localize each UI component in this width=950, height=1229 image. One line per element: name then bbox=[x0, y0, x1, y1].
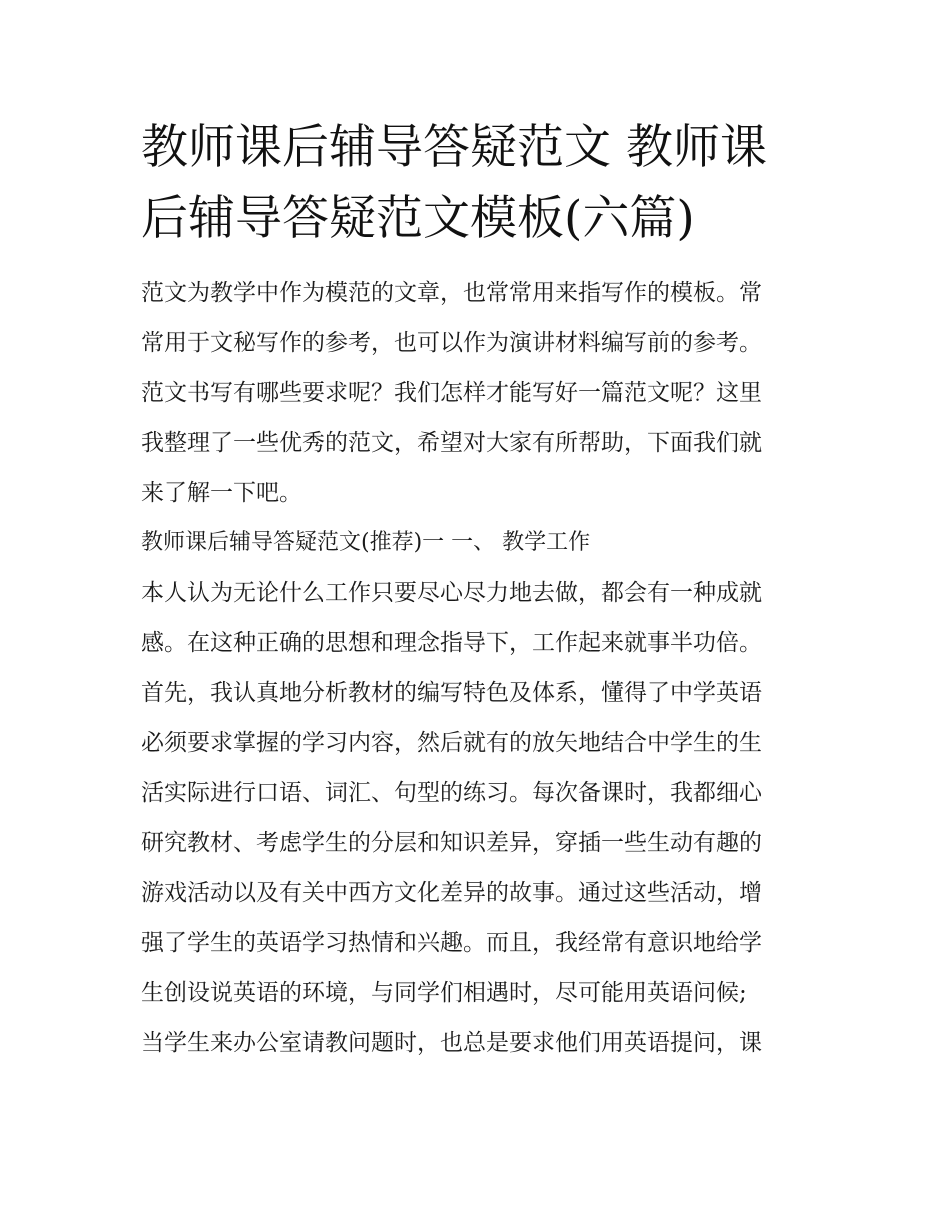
document-body bbox=[141, 268, 817, 1068]
section-line: 研究教材、考虑学生的分层和知识差异，穿插一些生动有趣的 bbox=[141, 830, 762, 856]
intro-line: 范文书写有哪些要求呢？我们怎样才能写好一篇范文呢？这里 bbox=[141, 380, 762, 406]
intro-line: 来了解一下吧。 bbox=[141, 480, 302, 506]
section-heading: 教师课后辅导答疑范文(推荐)一 一、 教学工作 bbox=[141, 530, 591, 555]
intro-line: 我整理了一些优秀的范文，希望对大家有所帮助，下面我们就 bbox=[141, 430, 762, 456]
section-line: 强了学生的英语学习热情和兴趣。而且，我经常有意识地给学 bbox=[141, 930, 762, 956]
section-line: 首先，我认真地分析教材的编写特色及体系，懂得了中学英语 bbox=[141, 680, 762, 706]
document-content bbox=[141, 112, 817, 1068]
section-line: 本人认为无论什么工作只要尽心尽力地去做，都会有一种成就 bbox=[141, 580, 762, 606]
section-line: 当学生来办公室请教问题时，也总是要求他们用英语提问，课 bbox=[141, 1030, 762, 1056]
intro-line: 范文为教学中作为模范的文章，也常常用来指写作的模板。常 bbox=[141, 280, 762, 306]
title-line: 教师课后辅导答疑范文 教师课 bbox=[141, 120, 767, 175]
document-title bbox=[141, 112, 817, 254]
section-line: 游戏活动以及有关中西方文化差异的故事。通过这些活动，增 bbox=[141, 880, 762, 906]
section-line: 活实际进行口语、词汇、句型的练习。每次备课时，我都细心 bbox=[141, 780, 762, 806]
title-line: 后辅导答疑范文模板(六篇) bbox=[141, 191, 695, 246]
section-line: 必须要求掌握的学习内容，然后就有的放矢地结合中学生的生 bbox=[141, 730, 762, 756]
intro-line: 常用于文秘写作的参考，也可以作为演讲材料编写前的参考。 bbox=[141, 330, 762, 356]
section-line: 生创设说英语的环境，与同学们相遇时，尽可能用英语问候; bbox=[141, 980, 747, 1006]
section-line: 感。在这种正确的思想和理念指导下，工作起来就事半功倍。 bbox=[141, 630, 762, 656]
